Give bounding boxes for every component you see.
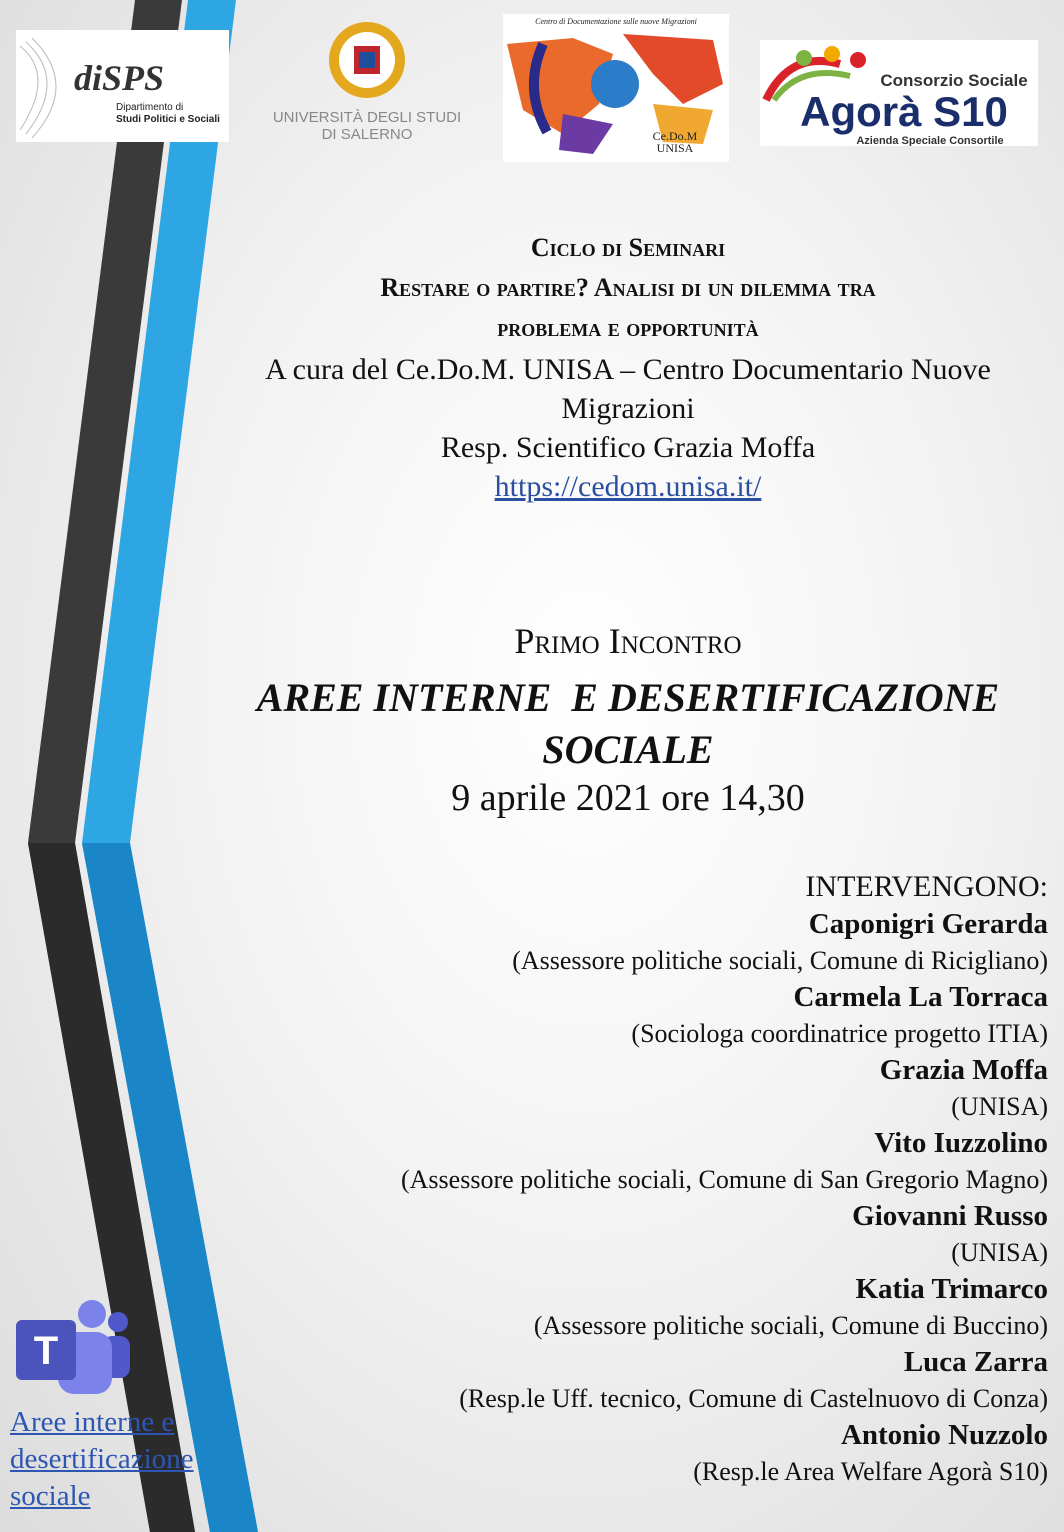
speaker-name: Giovanni Russo xyxy=(852,1200,1048,1232)
speaker-role: (UNISA) xyxy=(951,1092,1048,1121)
teams-link-line3[interactable]: sociale xyxy=(10,1480,91,1512)
speaker-item xyxy=(288,1052,1048,1125)
speaker-name: Antonio Nuzzolo xyxy=(840,1419,1048,1451)
speakers-list xyxy=(288,868,1048,1490)
teams-link-line2[interactable]: desertificazione xyxy=(10,1443,194,1475)
speaker-item xyxy=(288,1198,1048,1271)
teams-link-line1[interactable]: Aree interne e xyxy=(10,1406,175,1438)
seminar-heading xyxy=(200,228,1056,348)
speaker-item xyxy=(288,979,1048,1052)
meeting-date: 9 aprile 2021 ore 14,30 xyxy=(451,777,805,819)
speaker-name: Carmela La Torraca xyxy=(793,981,1048,1013)
meeting-label: Primo Incontro xyxy=(514,621,742,661)
speaker-role: (Assessore politiche sociali, Comune di Buccino) xyxy=(533,1311,1048,1340)
cedom-website-link[interactable]: https://cedom.unisa.it/ xyxy=(494,470,762,503)
agora-logo xyxy=(760,40,1038,146)
speaker-name: Luca Zarra xyxy=(903,1346,1048,1378)
speaker-role: (Assessore politiche sociali, Comune di Ricigliano) xyxy=(512,946,1048,975)
speaker-name: Caponigri Gerarda xyxy=(808,908,1048,940)
speaker-role: (Assessore politiche sociali, Comune di San Gregorio Magno) xyxy=(401,1165,1048,1194)
cedom-logo xyxy=(503,14,729,162)
speaker-role: (Resp.le Area Welfare Agorà S10) xyxy=(693,1457,1048,1486)
seminar-title-line2: problema e opportunità xyxy=(497,313,759,342)
unisa-logo xyxy=(262,18,472,148)
speaker-item xyxy=(288,1344,1048,1417)
speaker-item xyxy=(288,1417,1048,1490)
speaker-role: (Resp.le Uff. tecnico, Comune di Castelnuovo di Conza) xyxy=(459,1384,1048,1413)
speaker-item xyxy=(288,1271,1048,1344)
speaker-role: (Sociologa coordinatrice progetto ITIA) xyxy=(631,1019,1048,1048)
teams-icon-letter: T xyxy=(33,1329,59,1373)
teams-meeting-link[interactable] xyxy=(10,1404,240,1515)
meeting-title-line2: SOCIALE xyxy=(542,727,714,772)
disps-logo xyxy=(16,30,229,142)
disps-logo-title: diSPS xyxy=(74,58,165,98)
speaker-item xyxy=(288,906,1048,979)
agora-logo-line1: Consorzio Sociale xyxy=(880,71,1028,90)
speaker-name: Katia Trimarco xyxy=(855,1273,1048,1305)
speakers-label: INTERVENGONO: xyxy=(805,870,1048,903)
meeting-title xyxy=(200,672,1056,776)
speaker-name: Grazia Moffa xyxy=(879,1054,1048,1086)
meeting-title-line1: AREE INTERNE E DESERTIFICAZIONE xyxy=(256,675,1000,720)
speaker-name: Vito Iuzzolino xyxy=(874,1127,1048,1159)
speaker-role: (UNISA) xyxy=(951,1238,1048,1267)
microsoft-teams-icon[interactable] xyxy=(14,1296,130,1400)
curator-line2: Migrazioni xyxy=(561,392,695,425)
cedom-logo-caption: Centro di Documentazione sulle nuove Migrazioni xyxy=(535,17,697,26)
disps-logo-subtitle-2: Studi Politici e Sociali xyxy=(116,114,220,125)
scientific-responsible: Resp. Scientifico Grazia Moffa xyxy=(440,431,816,464)
curator-line1: A cura del Ce.Do.M. UNISA – Centro Documentario Nuove xyxy=(265,353,991,386)
seminar-series: Ciclo di Seminari xyxy=(530,233,726,262)
unisa-logo-line2: DI SALERNO xyxy=(321,126,413,143)
disps-logo-subtitle-1: Dipartimento di xyxy=(116,102,184,113)
speaker-item xyxy=(288,1125,1048,1198)
agora-logo-line2: Agorà S10 xyxy=(800,88,1008,135)
cedom-logo-mark: Ce.Do.M xyxy=(652,129,698,143)
agora-logo-line3: Azienda Speciale Consortile xyxy=(856,135,1004,146)
curator-block xyxy=(200,350,1056,506)
cedom-logo-sub: UNISA xyxy=(656,141,694,155)
seminar-title-line1: Restare o partire? Analisi di un dilemma tra xyxy=(380,273,876,302)
unisa-logo-line1: UNIVERSITÀ DEGLI STUDI xyxy=(272,109,462,126)
